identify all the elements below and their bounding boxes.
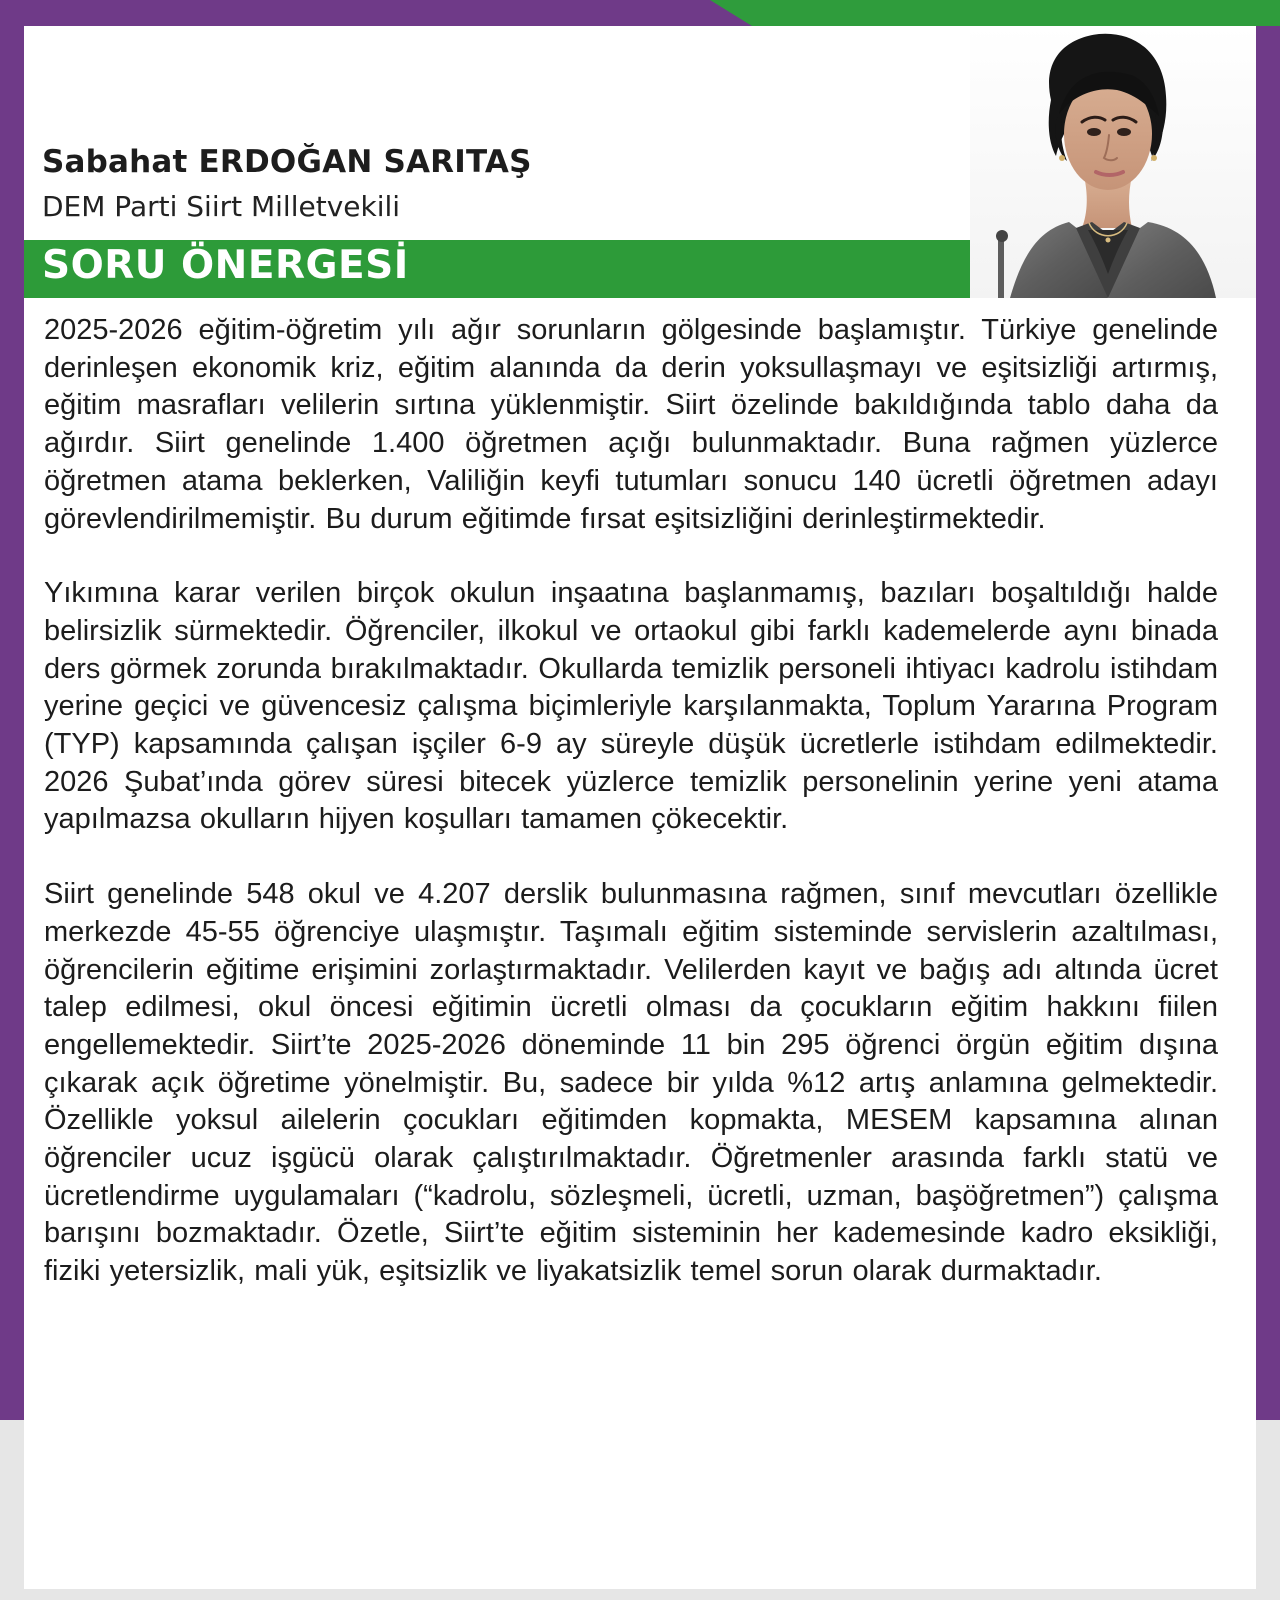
top-green-accent (710, 0, 1280, 26)
document-body (44, 312, 1218, 1328)
portrait-photo (970, 26, 1256, 298)
body-paragraph-1: 2025-2026 eğitim-öğretim yılı ağır sorunların gölgesinde başlamıştır. Türkiye genelinde derinleşen ekonomik kriz, eğitim alanında da derin yoksullaşmayı ve eşitsizliği artırmış, eğitim masrafları velilerin sırtına yüklenmiştir. Siirt özelinde bakıldığında tablo daha da ağırdır. Siirt genelinde 1.400 öğretmen açığı bulunmaktadır. Buna rağmen yüzlerce öğretmen atama beklerken, Valiliğin keyfi tutumları sonucu 140 ücretli öğretmen adayı görevlendirilmemiştir. Bu durum eğitimde fırsat eşitsizliğini derinleştirmektedir. (44, 314, 1218, 535)
banner-title: SORU ÖNERGESİ (42, 243, 409, 288)
author-name: Sabahat ERDOĞAN SARITAŞ (42, 144, 532, 180)
body-paragraph-3: Siirt genelinde 548 okul ve 4.207 derslik bulunmasına rağmen, sınıf mevcutları özellikle merkezde 45-55 öğrenciye ulaşmıştır. Taşımalı eğitim sisteminde servislerin azaltılması, öğrencilerin eğitime erişimini zorlaştırmaktadır. Velilerden kayıt ve bağış adı altında ücret talep edilmesi, okul öncesi eğitimin ücretli olması da çocukların eğitim hakkını fiilen engellemektedir. Siirt’te 2025-2026 döneminde 11 bin 295 öğrenci örgün eğitim dışına çıkarak açık öğretime yönelmiştir. Bu, sadece bir yılda %12 artış anlamına gelmektedir. Özellikle yoksul ailelerin çocukları eğitimden kopmakta, MESEM kapsamına alınan öğrenciler ucuz işgücü olarak çalıştırılmaktadır. Öğretmenler arasında farklı statü ve ücretlendirme uygulamaları (“kadrolu, sözleşmeli, ücretli, uzman, başöğretmen”) çalışma barışını bozmaktadır. Özetle, Siirt’te eğitim sisteminin her kademesinde kadro eksikliği, fiziki yetersizlik, mali yük, eşitsizlik ve liyakatsizlik temel sorun olarak durmaktadır. (44, 878, 1218, 1288)
body-paragraph-2: Yıkımına karar verilen birçok okulun inşaatına başlanmamış, bazıları boşaltıldığı halde belirsizlik sürmektedir. Öğrenciler, ilkokul ve ortaokul gibi farklı kademelerde aynı binada ders görmek zorunda bırakılmaktadır. Okullarda temizlik personeli ihtiyacı kadrolu istihdam yerine geçici ve güvencesiz çalışma biçimleriyle karşılanmakta, Toplum Yararına Program (TYP) kapsamında çalışan işçiler 6-9 ay süreyle düşük ücretlerle istihdam edilmektedir. 2026 Şubat’ında görev süresi bitecek yüzlerce temizlik personelinin yerine yeni atama yapılmazsa okulların hijyen koşulları tamamen çökecektir. (44, 577, 1218, 836)
author-block (42, 144, 532, 223)
portrait-illustration (970, 26, 1256, 298)
author-title: DEM Parti Siirt Milletvekili (42, 190, 401, 223)
document-card (24, 26, 1256, 1589)
